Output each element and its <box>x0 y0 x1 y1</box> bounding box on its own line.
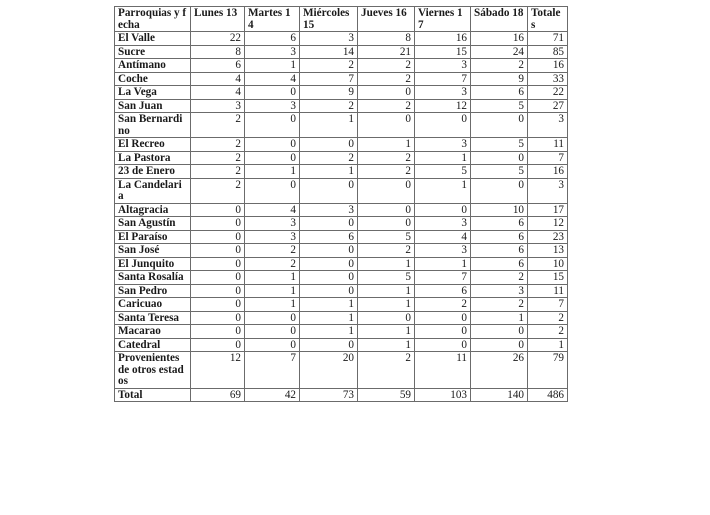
cell-miercoles: 1 <box>300 113 358 138</box>
cell-viernes: 6 <box>415 284 471 298</box>
cell-martes: 0 <box>245 86 300 100</box>
cell-sabado: 9 <box>471 72 528 86</box>
cell-jueves: 0 <box>358 113 415 138</box>
cell-jueves: 2 <box>358 59 415 73</box>
table-row <box>115 45 568 59</box>
cell-sabado: 1 <box>471 311 528 325</box>
cell-martes: 2 <box>245 244 300 258</box>
cell-viernes: 7 <box>415 271 471 285</box>
table-row <box>115 311 568 325</box>
cell-totales: 16 <box>528 165 568 179</box>
cell-jueves: 1 <box>358 284 415 298</box>
cell-parroquia: San Juan <box>115 99 191 113</box>
cell-sabado: 6 <box>471 230 528 244</box>
cell-parroquia: El Junquito <box>115 257 191 271</box>
cell-sabado: 6 <box>471 257 528 271</box>
cell-totales: 71 <box>528 32 568 46</box>
cell-lunes: 2 <box>191 151 245 165</box>
cell-jueves: 2 <box>358 165 415 179</box>
cell-miercoles: 1 <box>300 298 358 312</box>
cell-totales: 7 <box>528 151 568 165</box>
cell-viernes: 3 <box>415 59 471 73</box>
cell-lunes: 6 <box>191 59 245 73</box>
cell-lunes: 0 <box>191 244 245 258</box>
cell-parroquia: 23 de Enero <box>115 165 191 179</box>
cell-viernes: 3 <box>415 86 471 100</box>
cell-totales: 85 <box>528 45 568 59</box>
table-row <box>115 352 568 389</box>
total-sabado: 140 <box>471 388 528 402</box>
cell-miercoles: 2 <box>300 151 358 165</box>
cell-miercoles: 2 <box>300 59 358 73</box>
table-body <box>115 32 568 389</box>
cell-martes: 0 <box>245 138 300 152</box>
cell-lunes: 0 <box>191 230 245 244</box>
cell-miercoles: 0 <box>300 338 358 352</box>
cell-sabado: 2 <box>471 59 528 73</box>
cell-lunes: 0 <box>191 217 245 231</box>
cell-martes: 3 <box>245 217 300 231</box>
cell-lunes: 0 <box>191 284 245 298</box>
table-row <box>115 325 568 339</box>
cell-lunes: 0 <box>191 257 245 271</box>
cell-jueves: 0 <box>358 217 415 231</box>
table-row <box>115 99 568 113</box>
cell-sabado: 0 <box>471 178 528 203</box>
parroquias-table <box>114 6 568 402</box>
cell-jueves: 21 <box>358 45 415 59</box>
cell-miercoles: 3 <box>300 203 358 217</box>
cell-martes: 2 <box>245 257 300 271</box>
cell-totales: 15 <box>528 271 568 285</box>
cell-jueves: 0 <box>358 86 415 100</box>
cell-lunes: 4 <box>191 86 245 100</box>
cell-totales: 22 <box>528 86 568 100</box>
total-totales: 486 <box>528 388 568 402</box>
cell-martes: 1 <box>245 284 300 298</box>
cell-parroquia: Caricuao <box>115 298 191 312</box>
cell-totales: 79 <box>528 352 568 389</box>
cell-jueves: 5 <box>358 271 415 285</box>
cell-totales: 11 <box>528 138 568 152</box>
cell-lunes: 8 <box>191 45 245 59</box>
cell-parroquia: San Pedro <box>115 284 191 298</box>
cell-miercoles: 9 <box>300 86 358 100</box>
cell-jueves: 2 <box>358 99 415 113</box>
cell-viernes: 1 <box>415 257 471 271</box>
cell-martes: 1 <box>245 298 300 312</box>
cell-jueves: 5 <box>358 230 415 244</box>
cell-parroquia: La Candelaria <box>115 178 191 203</box>
cell-miercoles: 1 <box>300 325 358 339</box>
cell-lunes: 12 <box>191 352 245 389</box>
cell-miercoles: 7 <box>300 72 358 86</box>
header-row <box>115 7 568 32</box>
cell-jueves: 1 <box>358 325 415 339</box>
cell-lunes: 0 <box>191 203 245 217</box>
cell-lunes: 0 <box>191 325 245 339</box>
cell-miercoles: 0 <box>300 257 358 271</box>
cell-sabado: 3 <box>471 284 528 298</box>
cell-lunes: 0 <box>191 311 245 325</box>
cell-viernes: 0 <box>415 311 471 325</box>
cell-sabado: 10 <box>471 203 528 217</box>
cell-miercoles: 0 <box>300 217 358 231</box>
cell-totales: 7 <box>528 298 568 312</box>
cell-totales: 2 <box>528 311 568 325</box>
cell-totales: 11 <box>528 284 568 298</box>
cell-sabado: 26 <box>471 352 528 389</box>
cell-parroquia: La Vega <box>115 86 191 100</box>
cell-lunes: 2 <box>191 165 245 179</box>
cell-parroquia: El Recreo <box>115 138 191 152</box>
cell-martes: 1 <box>245 165 300 179</box>
cell-sabado: 6 <box>471 244 528 258</box>
header-sabado: Sábado 18 <box>471 7 528 32</box>
cell-jueves: 2 <box>358 352 415 389</box>
cell-jueves: 2 <box>358 72 415 86</box>
table-row <box>115 298 568 312</box>
cell-parroquia: Catedral <box>115 338 191 352</box>
header-miercoles: Miércoles 15 <box>300 7 358 32</box>
cell-viernes: 2 <box>415 298 471 312</box>
cell-sabado: 24 <box>471 45 528 59</box>
cell-jueves: 1 <box>358 257 415 271</box>
cell-miercoles: 0 <box>300 284 358 298</box>
cell-viernes: 0 <box>415 203 471 217</box>
cell-jueves: 8 <box>358 32 415 46</box>
cell-sabado: 5 <box>471 99 528 113</box>
cell-miercoles: 6 <box>300 230 358 244</box>
cell-lunes: 22 <box>191 32 245 46</box>
header-parroquias: Parroquias y fecha <box>115 7 191 32</box>
cell-jueves: 2 <box>358 244 415 258</box>
cell-sabado: 5 <box>471 165 528 179</box>
cell-miercoles: 3 <box>300 32 358 46</box>
total-row <box>115 388 568 402</box>
cell-sabado: 2 <box>471 298 528 312</box>
cell-parroquia: Provenientes de otros estados <box>115 352 191 389</box>
cell-lunes: 3 <box>191 99 245 113</box>
cell-lunes: 0 <box>191 298 245 312</box>
header-viernes: Viernes 17 <box>415 7 471 32</box>
cell-jueves: 1 <box>358 298 415 312</box>
cell-lunes: 2 <box>191 138 245 152</box>
cell-miercoles: 1 <box>300 311 358 325</box>
cell-parroquia: El Valle <box>115 32 191 46</box>
cell-totales: 2 <box>528 325 568 339</box>
cell-totales: 33 <box>528 72 568 86</box>
cell-totales: 1 <box>528 338 568 352</box>
cell-jueves: 2 <box>358 151 415 165</box>
cell-jueves: 1 <box>358 138 415 152</box>
cell-totales: 12 <box>528 217 568 231</box>
table-row <box>115 271 568 285</box>
cell-miercoles: 2 <box>300 99 358 113</box>
table-row <box>115 165 568 179</box>
table-row <box>115 284 568 298</box>
cell-lunes: 0 <box>191 338 245 352</box>
cell-parroquia: San Bernardino <box>115 113 191 138</box>
header-totales: Totales <box>528 7 568 32</box>
cell-sabado: 6 <box>471 217 528 231</box>
cell-totales: 13 <box>528 244 568 258</box>
cell-viernes: 0 <box>415 338 471 352</box>
cell-viernes: 1 <box>415 151 471 165</box>
cell-martes: 0 <box>245 325 300 339</box>
cell-miercoles: 14 <box>300 45 358 59</box>
cell-martes: 4 <box>245 203 300 217</box>
cell-martes: 7 <box>245 352 300 389</box>
cell-parroquia: Altagracia <box>115 203 191 217</box>
total-martes: 42 <box>245 388 300 402</box>
cell-jueves: 0 <box>358 311 415 325</box>
cell-jueves: 1 <box>358 338 415 352</box>
cell-viernes: 5 <box>415 165 471 179</box>
header-jueves: Jueves 16 <box>358 7 415 32</box>
cell-totales: 17 <box>528 203 568 217</box>
cell-jueves: 0 <box>358 203 415 217</box>
cell-sabado: 6 <box>471 86 528 100</box>
cell-martes: 0 <box>245 151 300 165</box>
cell-martes: 0 <box>245 311 300 325</box>
cell-viernes: 4 <box>415 230 471 244</box>
cell-martes: 1 <box>245 271 300 285</box>
cell-viernes: 3 <box>415 244 471 258</box>
total-miercoles: 73 <box>300 388 358 402</box>
cell-parroquia: Santa Teresa <box>115 311 191 325</box>
total-lunes: 69 <box>191 388 245 402</box>
cell-lunes: 2 <box>191 178 245 203</box>
table-row <box>115 257 568 271</box>
cell-martes: 1 <box>245 59 300 73</box>
cell-totales: 27 <box>528 99 568 113</box>
cell-parroquia: Macarao <box>115 325 191 339</box>
table-row <box>115 72 568 86</box>
cell-miercoles: 0 <box>300 178 358 203</box>
cell-sabado: 0 <box>471 151 528 165</box>
total-label: Total <box>115 388 191 402</box>
cell-totales: 3 <box>528 178 568 203</box>
table-row <box>115 86 568 100</box>
cell-miercoles: 20 <box>300 352 358 389</box>
cell-sabado: 5 <box>471 138 528 152</box>
table-row <box>115 217 568 231</box>
cell-miercoles: 0 <box>300 138 358 152</box>
cell-martes: 0 <box>245 113 300 138</box>
table-row <box>115 244 568 258</box>
cell-lunes: 0 <box>191 271 245 285</box>
cell-martes: 4 <box>245 72 300 86</box>
cell-viernes: 15 <box>415 45 471 59</box>
cell-parroquia: Coche <box>115 72 191 86</box>
cell-martes: 0 <box>245 178 300 203</box>
cell-parroquia: Santa Rosalía <box>115 271 191 285</box>
table-row <box>115 59 568 73</box>
cell-viernes: 7 <box>415 72 471 86</box>
cell-viernes: 1 <box>415 178 471 203</box>
cell-sabado: 0 <box>471 113 528 138</box>
cell-sabado: 16 <box>471 32 528 46</box>
cell-viernes: 0 <box>415 325 471 339</box>
table-row <box>115 203 568 217</box>
cell-sabado: 0 <box>471 338 528 352</box>
cell-miercoles: 1 <box>300 165 358 179</box>
cell-martes: 3 <box>245 230 300 244</box>
cell-parroquia: La Pastora <box>115 151 191 165</box>
table-row <box>115 178 568 203</box>
total-viernes: 103 <box>415 388 471 402</box>
cell-miercoles: 0 <box>300 244 358 258</box>
cell-totales: 10 <box>528 257 568 271</box>
table-row <box>115 113 568 138</box>
cell-totales: 23 <box>528 230 568 244</box>
cell-martes: 3 <box>245 99 300 113</box>
cell-lunes: 2 <box>191 113 245 138</box>
cell-jueves: 0 <box>358 178 415 203</box>
cell-parroquia: San José <box>115 244 191 258</box>
table-row <box>115 338 568 352</box>
table-row <box>115 230 568 244</box>
cell-totales: 3 <box>528 113 568 138</box>
cell-martes: 3 <box>245 45 300 59</box>
cell-martes: 6 <box>245 32 300 46</box>
cell-parroquia: Antímano <box>115 59 191 73</box>
cell-viernes: 3 <box>415 138 471 152</box>
cell-totales: 16 <box>528 59 568 73</box>
cell-viernes: 16 <box>415 32 471 46</box>
header-lunes: Lunes 13 <box>191 7 245 32</box>
cell-martes: 0 <box>245 338 300 352</box>
cell-viernes: 0 <box>415 113 471 138</box>
table-row <box>115 138 568 152</box>
cell-lunes: 4 <box>191 72 245 86</box>
cell-viernes: 11 <box>415 352 471 389</box>
cell-viernes: 3 <box>415 217 471 231</box>
total-jueves: 59 <box>358 388 415 402</box>
cell-miercoles: 0 <box>300 271 358 285</box>
cell-sabado: 2 <box>471 271 528 285</box>
header-martes: Martes 14 <box>245 7 300 32</box>
cell-parroquia: San Agustín <box>115 217 191 231</box>
cell-viernes: 12 <box>415 99 471 113</box>
cell-parroquia: El Paraíso <box>115 230 191 244</box>
cell-sabado: 0 <box>471 325 528 339</box>
table-row <box>115 151 568 165</box>
table-row <box>115 32 568 46</box>
cell-parroquia: Sucre <box>115 45 191 59</box>
